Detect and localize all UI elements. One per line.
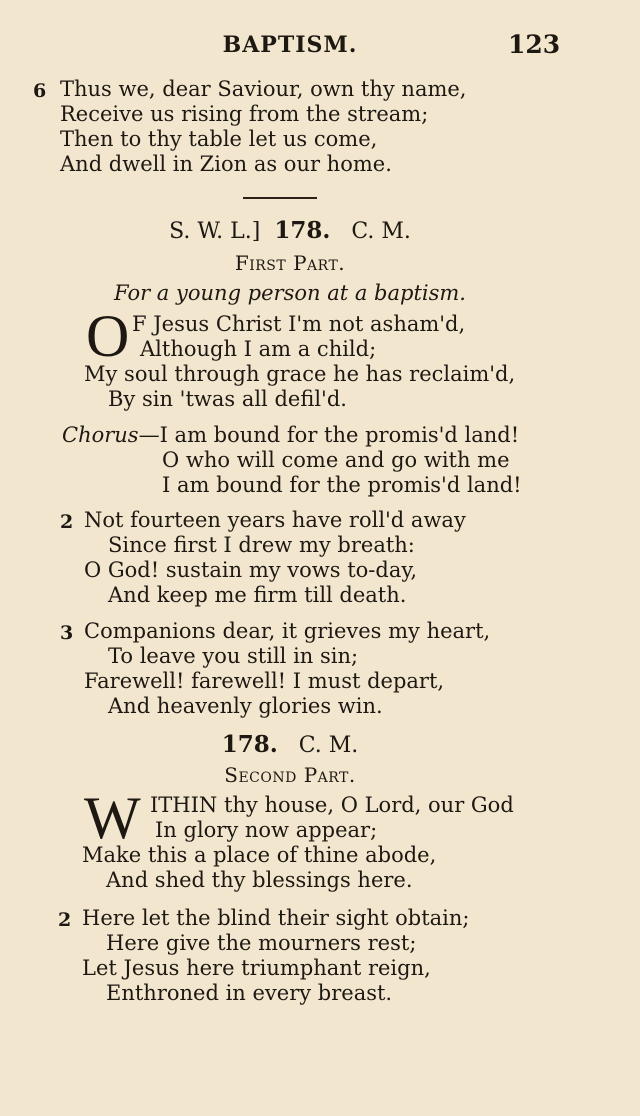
verse-line: ITHIN thy house, O Lord, our God [150, 793, 514, 817]
verse-line: Make this a place of thine abode, [82, 843, 437, 867]
verse-line: Receive us rising from the stream; [60, 102, 429, 126]
verse-line: And dwell in Zion as our home. [60, 152, 392, 176]
verse-line: In glory now appear; [155, 818, 378, 842]
verse-line: Although I am a child; [140, 337, 377, 361]
verse-number: 6 [33, 80, 47, 102]
hymn-heading [0, 731, 580, 758]
part-label: Second Part. [224, 763, 356, 787]
tune-label: S. W. L.] [169, 219, 261, 244]
section-divider [243, 197, 317, 199]
verse-line: Thus we, dear Saviour, own thy name, [60, 77, 467, 101]
verse-line: Not fourteen years have roll'd away [84, 508, 466, 532]
hymn-meter: C. M. [351, 219, 411, 244]
verse-line: Let Jesus here triumphant reign, [82, 956, 431, 980]
hymn-subtitle: For a young person at a baptism. [114, 281, 466, 305]
verse-line: Then to thy table let us come, [60, 127, 378, 151]
verse-number: 2 [60, 511, 74, 533]
part-label: First Part. [234, 251, 346, 275]
verse-line: Here let the blind their sight obtain; [82, 906, 470, 930]
page-number: 123 [508, 30, 561, 59]
chorus-line [62, 423, 519, 448]
verse-line: Farewell! farewell! I must depart, [84, 669, 445, 693]
verse-line: Since first I drew my breath: [108, 533, 415, 557]
hymn-number: 178. [274, 217, 331, 244]
verse-number: 2 [58, 909, 72, 931]
verse-line: And heavenly glories win. [108, 694, 383, 718]
verse-line: Here give the mourners rest; [106, 931, 417, 955]
verse-line: And keep me firm till death. [108, 583, 407, 607]
chorus-line: I am bound for the promis'd land! [162, 473, 522, 497]
verse-line: Companions dear, it grieves my heart, [84, 619, 491, 643]
verse-number: 3 [60, 622, 74, 644]
verse-line: And shed thy blessings here. [106, 868, 413, 892]
chorus-line: O who will come and go with me [162, 448, 510, 472]
verse-line: To leave you still in sin; [108, 644, 359, 668]
drop-cap: W [84, 785, 141, 851]
chorus-label: Chorus [62, 423, 139, 447]
hymn-number: 178. [221, 731, 278, 758]
verse-line: F Jesus Christ I'm not asham'd, [132, 312, 466, 336]
chorus-text: —I am bound for the promis'd land! [138, 423, 520, 447]
hymn-meter: C. M. [298, 733, 359, 758]
hymn-heading [0, 217, 580, 244]
drop-cap: O [86, 303, 130, 369]
verse-line: Enthroned in every breast. [106, 981, 393, 1005]
verse-line: O God! sustain my vows to-day, [84, 558, 418, 582]
running-header: BAPTISM. [222, 32, 358, 58]
verse-line: My soul through grace he has reclaim'd, [84, 362, 516, 386]
verse-line: By sin 'twas all defil'd. [108, 387, 347, 411]
